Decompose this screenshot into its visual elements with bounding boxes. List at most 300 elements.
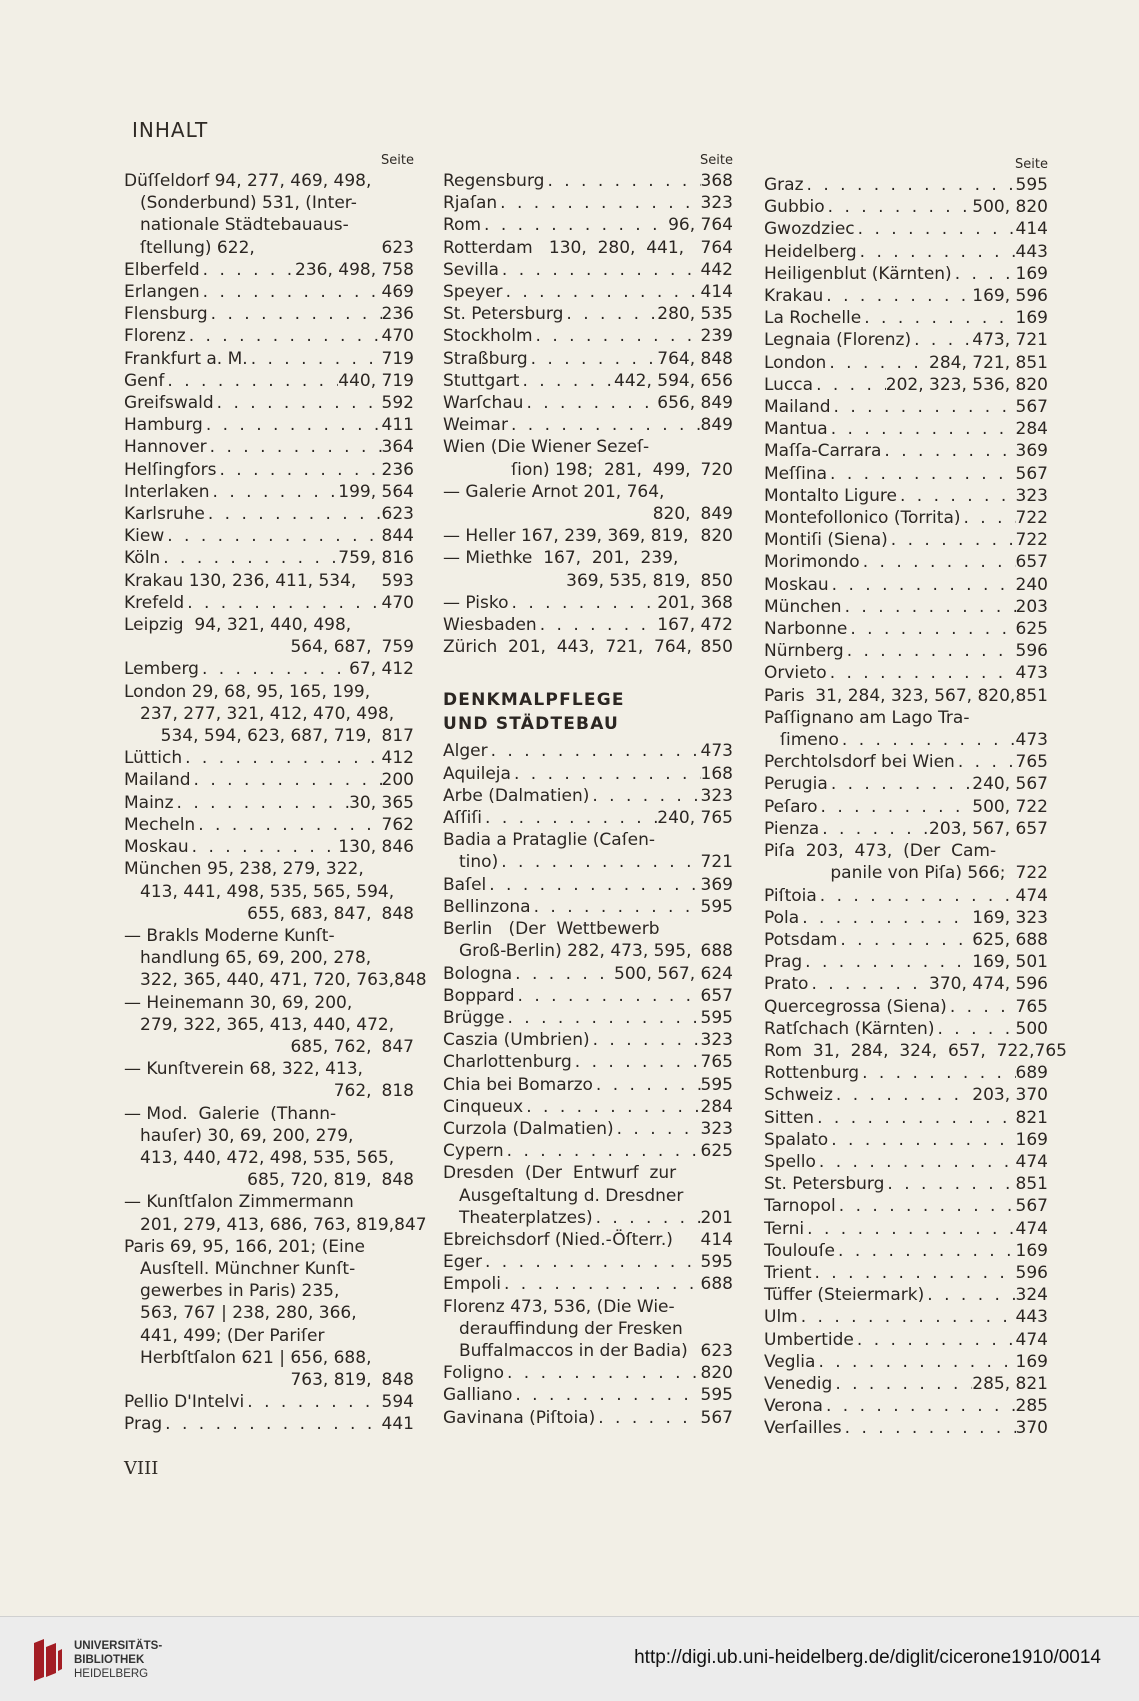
page-refs: 592 — [381, 393, 414, 414]
index-entry — [124, 348, 414, 370]
entry-term: — Heinemann 30, 69, 200, — [124, 992, 353, 1013]
index-entry — [443, 525, 733, 547]
page-refs: 851 — [1015, 685, 1048, 706]
library-name-line-3: HEIDELBERG — [74, 1668, 149, 1680]
dot-leader — [831, 396, 1016, 418]
dot-leader — [881, 440, 1015, 462]
page-refs: 199, 564 — [338, 481, 414, 502]
page-refs: 473 — [700, 741, 733, 762]
index-entry — [764, 1351, 1048, 1373]
index-entry — [443, 963, 733, 985]
index-entry — [124, 681, 414, 748]
index-entry — [124, 281, 414, 303]
index-entry — [443, 370, 733, 392]
entry-line — [443, 547, 733, 569]
page-refs: 414 — [700, 1229, 733, 1250]
entry-term: Schweiz — [764, 1085, 833, 1106]
dot-leader — [195, 814, 381, 836]
entry-term: Cypern — [443, 1141, 504, 1162]
dot-leader — [589, 785, 700, 807]
entry-line — [764, 485, 1048, 507]
page-refs: 411 — [381, 415, 414, 436]
entry-term: — Miethke 167, 201, 239, — [443, 548, 679, 569]
dot-leader — [162, 1413, 381, 1435]
entry-line — [443, 1096, 733, 1118]
dot-leader — [200, 259, 295, 281]
entry-term: Baſel — [443, 874, 487, 895]
entry-term: Stuttgart — [443, 370, 520, 391]
entry-term: Flensburg — [124, 304, 208, 325]
index-column-1 — [124, 152, 427, 1436]
dot-leader — [174, 792, 350, 814]
index-entry — [764, 329, 1048, 351]
dot-leader — [854, 1329, 1016, 1351]
entry-term: Zürich 201, 443, 721, 764, — [443, 637, 692, 658]
entry-term: Aſſiſi — [443, 808, 483, 829]
entry-line — [124, 1058, 414, 1080]
index-entry — [764, 662, 1048, 684]
entry-term: Gubbio — [764, 197, 825, 218]
dot-leader — [828, 418, 1016, 440]
dot-leader — [842, 596, 1016, 618]
entry-term: Heiligenblut (Kärnten) — [764, 263, 952, 284]
entry-line — [443, 829, 733, 851]
page-refs: 500 — [1015, 1018, 1048, 1039]
page-refs: 596 — [1015, 1262, 1048, 1283]
entry-line — [443, 985, 733, 1007]
page-refs: 200 — [381, 770, 414, 791]
entry-term: — Kunſtſalon Zimmermann — [124, 1192, 354, 1213]
index-entry — [124, 747, 414, 769]
entry-term: Boppard — [443, 985, 515, 1006]
dot-leader — [199, 658, 349, 680]
entry-line — [764, 1173, 1048, 1195]
dot-leader — [825, 196, 973, 218]
page-refs: 759, 816 — [338, 548, 414, 569]
page-refs: 236 — [381, 459, 414, 480]
index-entry — [124, 1236, 414, 1391]
entry-term: Moskau — [764, 574, 829, 595]
page-refs: 850 — [700, 570, 733, 591]
entry-line — [124, 370, 414, 392]
index-entry — [764, 996, 1048, 1018]
entry-term: Badia a Prataglie (Caſen- — [443, 830, 656, 851]
entry-term: 201, 279, 413, 686, 763, 819, — [140, 1214, 395, 1235]
entry-term: Chia bei Bomarzo — [443, 1074, 593, 1095]
index-entry — [443, 1407, 733, 1429]
index-entry — [764, 1306, 1048, 1328]
entry-term: Lüttich — [124, 748, 183, 769]
page-refs: 688 — [700, 1274, 733, 1295]
entry-term: Rotterdam 130, 280, 441, — [443, 237, 685, 258]
entry-line — [764, 1151, 1048, 1173]
page-refs: 500, 567, 624 — [614, 963, 733, 984]
entry-term: 322, 365, 440, 471, 720, 763, — [140, 970, 395, 991]
index-entry — [764, 307, 1048, 329]
dot-leader — [499, 259, 701, 281]
entry-line — [443, 1251, 733, 1273]
index-entry — [443, 170, 733, 192]
entry-line — [443, 592, 733, 614]
dot-leader — [798, 1306, 1016, 1328]
index-entry — [443, 985, 733, 1007]
permalink-url[interactable]: http://digi.ub.uni-heidelberg.de/diglit/cicerone1910/0014 — [634, 1647, 1101, 1668]
entry-line — [443, 1384, 733, 1406]
page-refs: 474 — [1015, 1218, 1048, 1239]
index-entry — [764, 418, 1048, 440]
page-refs: 169 — [1015, 1129, 1048, 1150]
entry-line — [764, 751, 1048, 773]
page-refs: 765 — [1015, 996, 1048, 1017]
dot-leader — [515, 985, 701, 1007]
index-entry — [443, 348, 733, 370]
entry-term: Perchtolsdorf bei Wien — [764, 752, 955, 773]
page-refs: 848 — [381, 903, 414, 924]
entry-continuation: Herbſtſalon 621 | 656, 688, — [140, 1347, 372, 1368]
index-entry — [443, 414, 733, 436]
entry-line — [124, 814, 414, 836]
entry-term: Montalto Ligure — [764, 485, 897, 506]
page-refs: 414 — [700, 282, 733, 303]
index-entry — [124, 1058, 414, 1102]
index-entry — [764, 1040, 1067, 1062]
entry-line — [764, 907, 1048, 929]
entry-line — [443, 1007, 733, 1029]
entry-line — [443, 1296, 733, 1318]
index-entry — [124, 658, 414, 680]
index-entry — [764, 574, 1048, 596]
page-refs: 596 — [1015, 641, 1048, 662]
entry-line — [124, 237, 414, 259]
entry-term: Kiew — [124, 526, 165, 547]
entry-line — [443, 1340, 733, 1362]
page-refs: 595 — [700, 1074, 733, 1095]
entry-line — [443, 170, 733, 192]
entry-line — [764, 174, 1048, 196]
dot-leader — [828, 1129, 1015, 1151]
page-refs: 364 — [381, 437, 414, 458]
entry-term: Hannover — [124, 437, 207, 458]
page-refs: 719 — [381, 348, 414, 369]
page-refs: 441 — [381, 1414, 414, 1435]
index-entry — [443, 1251, 733, 1273]
page-refs: 623 — [381, 504, 414, 525]
entry-term: London — [764, 352, 827, 373]
entry-term: Foligno — [443, 1363, 504, 1384]
entry-line — [443, 1407, 733, 1429]
entry-term: Verſailles — [764, 1418, 842, 1439]
index-entry — [443, 481, 733, 525]
entry-term: Montiſi (Siena) — [764, 530, 888, 551]
entry-term: Graz — [764, 175, 804, 195]
index-entry — [764, 396, 1048, 418]
entry-term: 763, 819, — [290, 1369, 372, 1390]
dot-leader — [897, 485, 1016, 507]
entry-term: Rom — [443, 215, 482, 236]
entry-line — [443, 281, 733, 303]
dot-leader — [248, 348, 382, 370]
entry-line — [764, 1417, 1048, 1439]
entry-line — [764, 707, 1048, 729]
page-refs: 473 — [1015, 663, 1048, 684]
dot-leader — [814, 1107, 1015, 1129]
entry-line — [764, 929, 1048, 951]
page-refs: 821 — [1015, 1107, 1048, 1128]
index-entry — [764, 1107, 1048, 1129]
library-logo[interactable] — [32, 1639, 162, 1681]
dot-leader — [847, 618, 1015, 640]
entry-line — [764, 840, 1048, 862]
entry-line — [443, 740, 733, 762]
page-refs: 414 — [1015, 219, 1048, 240]
index-entry — [443, 325, 733, 347]
entry-term: Krakau — [764, 286, 824, 307]
entry-term: Lemberg — [124, 659, 199, 680]
page-refs: 474 — [1015, 1151, 1048, 1172]
entry-term: Orvieto — [764, 663, 827, 684]
entry-line — [764, 1195, 1048, 1217]
entry-term: Brügge — [443, 1007, 505, 1028]
entry-line — [764, 440, 1048, 462]
dot-leader — [833, 1084, 972, 1106]
page-refs: 280, 535 — [657, 304, 733, 325]
entry-line — [764, 729, 1048, 751]
dot-leader — [501, 1273, 701, 1295]
entry-term: Straßburg — [443, 348, 528, 369]
page-refs: 323 — [1015, 485, 1048, 506]
index-entry — [764, 929, 1048, 951]
entry-term: 685, 762, — [290, 1036, 372, 1057]
index-entry — [124, 547, 414, 569]
entry-line — [124, 1191, 414, 1213]
entry-term: — Mod. Galerie (Thann- — [124, 1103, 337, 1124]
page-refs: 30, 365 — [349, 792, 414, 813]
index-entry — [443, 1118, 733, 1140]
entry-line — [764, 862, 1048, 884]
entry-line — [443, 237, 733, 259]
entry-term: Interlaken — [124, 481, 210, 502]
entry-line — [764, 551, 1048, 573]
page-refs: 848 — [381, 1369, 414, 1390]
column-seite-label: Seite — [1015, 157, 1048, 172]
dot-leader — [934, 1018, 1015, 1040]
entry-line — [443, 1229, 733, 1251]
entry-term: Hamburg — [124, 415, 203, 436]
entry-term: Venedig — [764, 1373, 833, 1394]
dot-leader — [208, 303, 382, 325]
page-refs: 370, 474, 596 — [929, 974, 1048, 995]
page-refs: 765 — [1034, 1040, 1067, 1061]
page-refs: 130, 846 — [338, 837, 414, 858]
index-entry — [124, 814, 414, 836]
entry-term: Gavinana (Piſtoia) — [443, 1407, 596, 1428]
entry-term: Florenz 473, 536, (Die Wie- — [443, 1296, 675, 1317]
page-refs: 657 — [700, 985, 733, 1006]
page-refs: 285, 821 — [972, 1373, 1048, 1394]
entry-line — [764, 418, 1048, 440]
dot-leader — [823, 285, 972, 307]
index-entry — [764, 485, 1048, 507]
index-entry — [764, 263, 1048, 285]
entry-term: Trient — [764, 1262, 812, 1283]
page-refs: 656, 849 — [657, 393, 733, 414]
index-entry — [764, 529, 1048, 551]
entry-term: ſion) 198; 281, 499, — [511, 459, 691, 480]
dot-leader — [191, 769, 382, 791]
entry-line — [764, 662, 1048, 684]
entry-line — [124, 1214, 427, 1236]
entry-line — [124, 1413, 414, 1435]
entry-line — [443, 1118, 733, 1140]
page-refs: 474 — [1015, 1329, 1048, 1350]
page-refs: 167, 472 — [657, 615, 733, 636]
entry-line — [764, 263, 1048, 285]
page-refs: 442 — [700, 259, 733, 280]
index-entry — [124, 858, 414, 925]
entry-line — [443, 259, 733, 281]
entry-line — [764, 1107, 1048, 1129]
entry-line — [443, 807, 733, 829]
index-entry — [764, 551, 1048, 573]
dot-leader — [544, 170, 700, 192]
entry-line — [443, 414, 733, 436]
index-entry — [443, 1096, 733, 1118]
dot-leader — [812, 1262, 1016, 1284]
page-refs: 323 — [700, 1030, 733, 1051]
index-entry — [764, 1329, 1048, 1351]
entry-line — [124, 747, 414, 769]
dot-leader — [947, 996, 1016, 1018]
index-entry — [764, 1373, 1048, 1395]
entry-term: Prato — [764, 974, 809, 995]
index-entry — [443, 785, 733, 807]
entry-term: Morimondo — [764, 552, 860, 573]
entry-line — [124, 1080, 414, 1102]
entry-line — [124, 725, 414, 747]
index-entry — [764, 1084, 1048, 1106]
entry-line — [764, 241, 1048, 263]
page-refs: 567 — [1015, 463, 1048, 484]
entry-line — [764, 951, 1048, 973]
entry-term: ſtellung) 622, — [140, 237, 255, 258]
page-header: INHALT — [132, 118, 209, 142]
dot-leader — [804, 174, 1016, 196]
page-refs: 240, 567 — [972, 774, 1048, 795]
page-refs: 720 — [700, 459, 733, 480]
page-refs: 722 — [1015, 508, 1048, 529]
dot-leader — [207, 436, 382, 458]
dot-leader — [855, 218, 1016, 240]
index-entry — [764, 751, 1048, 773]
entry-term: Spalato — [764, 1129, 829, 1150]
page-refs: 285 — [1015, 1396, 1048, 1417]
entry-term: Dresden (Der Entwurf zur — [443, 1163, 677, 1184]
entry-line — [764, 1040, 1067, 1062]
index-entry — [443, 1384, 733, 1406]
entry-term: Empoli — [443, 1274, 501, 1295]
entry-term: München — [764, 596, 842, 617]
page-refs: 203, 370 — [972, 1085, 1048, 1106]
page-refs: 443 — [1015, 241, 1048, 262]
page-refs: 844 — [381, 526, 414, 547]
entry-line — [764, 1262, 1048, 1284]
entry-term: — Pisko — [443, 592, 509, 613]
entry-term: Umbertide — [764, 1329, 854, 1350]
dot-leader — [482, 1251, 701, 1273]
entry-line — [124, 1391, 414, 1413]
dot-leader — [504, 1362, 701, 1384]
entry-line — [764, 307, 1048, 329]
entry-continuation: 441, 499; (Der Pariſer — [140, 1325, 325, 1346]
entry-line — [443, 459, 733, 481]
entry-line — [124, 592, 414, 614]
entry-term: Ulm — [764, 1307, 798, 1328]
entry-line — [124, 769, 414, 791]
dot-leader — [572, 1051, 701, 1073]
entry-term: Tüffer (Steiermark) — [764, 1285, 925, 1306]
entry-term: 820, — [652, 504, 691, 525]
entry-term: St. Petersburg — [443, 304, 564, 325]
dot-leader — [200, 281, 382, 303]
page-refs: 818 — [381, 1081, 414, 1102]
page-refs: 203, 567, 657 — [929, 818, 1048, 839]
entry-term: Cinqueux — [443, 1096, 524, 1117]
dot-leader — [804, 1218, 1015, 1240]
entry-line — [764, 773, 1048, 795]
entry-term: Paris 31, 284, 323, 567, 820, — [764, 685, 1016, 706]
entry-line — [764, 1062, 1048, 1084]
entry-line — [764, 1240, 1048, 1262]
index-entry — [443, 303, 733, 325]
index-entry — [443, 1362, 733, 1384]
entry-term: Mainz — [124, 792, 174, 813]
page-refs: 847 — [381, 1036, 414, 1057]
dot-leader — [512, 963, 614, 985]
entry-term: Frankfurt a. M. — [124, 348, 248, 369]
entry-line — [764, 640, 1048, 662]
dot-leader — [818, 796, 973, 818]
entry-line — [443, 918, 733, 940]
dot-leader — [184, 592, 381, 614]
dot-leader — [531, 896, 701, 918]
dot-leader — [835, 1240, 1016, 1262]
entry-line — [124, 281, 414, 303]
entry-line — [764, 1218, 1048, 1240]
index-entry — [764, 1151, 1048, 1173]
entry-line — [124, 459, 414, 481]
page-refs: 765 — [1015, 752, 1048, 773]
index-entry — [764, 951, 1048, 973]
dot-leader — [961, 507, 1016, 529]
index-entry — [443, 1229, 733, 1251]
entry-term: Piſa 203, 473, (Der Cam- — [764, 841, 997, 862]
index-entry — [764, 885, 1048, 907]
page-refs: 470 — [381, 326, 414, 347]
page-refs: 657 — [1015, 552, 1048, 573]
entry-line — [124, 481, 414, 503]
page-refs: 240, 765 — [657, 808, 733, 829]
dot-leader — [844, 640, 1016, 662]
entry-continuation: 279, 322, 365, 413, 440, 472, — [140, 1014, 395, 1035]
entry-line — [443, 1074, 733, 1096]
entry-line — [764, 329, 1048, 351]
entry-line — [764, 1084, 1048, 1106]
index-entry — [124, 414, 414, 436]
entry-line — [124, 658, 414, 680]
entry-continuation: 413, 440, 472, 498, 535, 565, — [140, 1147, 395, 1168]
index-entry — [443, 436, 733, 480]
entry-term: Pienza — [764, 818, 820, 839]
